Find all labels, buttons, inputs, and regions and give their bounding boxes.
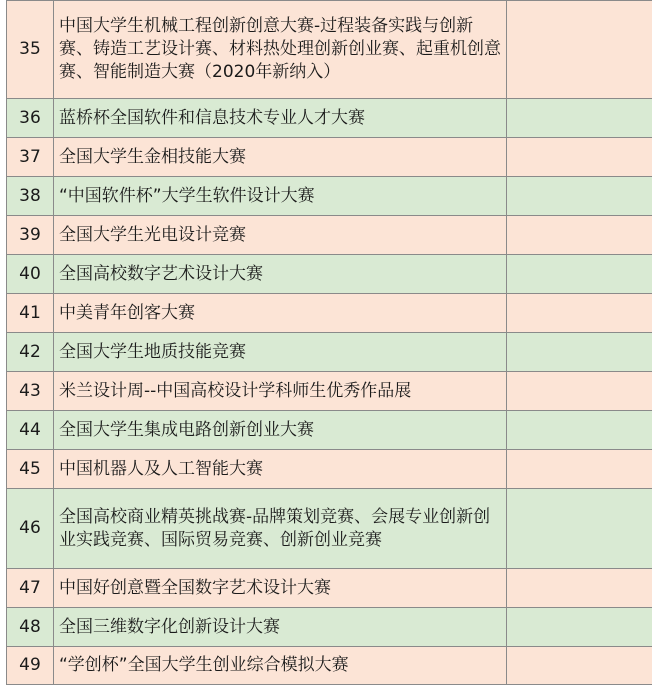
row-number: 36: [7, 99, 54, 138]
competition-table-body: [7, 1, 652, 685]
competition-name: 全国三维数字化创新设计大赛: [54, 608, 507, 647]
competition-name: “中国软件杯”大学生软件设计大赛: [54, 177, 507, 216]
row-number: 44: [7, 411, 54, 450]
table-row: [7, 216, 652, 255]
empty-cell: [507, 294, 652, 333]
competition-table: [6, 0, 652, 685]
row-number: 39: [7, 216, 54, 255]
competition-name: 蓝桥杯全国软件和信息技术专业人才大赛: [54, 99, 507, 138]
empty-cell: [507, 569, 652, 608]
table-row: [7, 450, 652, 489]
competition-name: 中美青年创客大赛: [54, 294, 507, 333]
table-row: [7, 647, 652, 685]
table-row: [7, 372, 652, 411]
competition-name: 米兰设计周--中国高校设计学科师生优秀作品展: [54, 372, 507, 411]
row-number: 49: [7, 647, 54, 685]
competition-name: 中国好创意暨全国数字艺术设计大赛: [54, 569, 507, 608]
row-number: 35: [7, 1, 54, 99]
empty-cell: [507, 99, 652, 138]
competition-name: 全国大学生金相技能大赛: [54, 138, 507, 177]
table-row: [7, 489, 652, 569]
table-row: [7, 569, 652, 608]
competition-name: 中国大学生机械工程创新创意大赛-过程装备实践与创新赛、铸造工艺设计赛、材料热处理创新创业赛、起重机创意赛、智能制造大赛（2020年新纳入）: [54, 1, 507, 99]
table-row: [7, 608, 652, 647]
table-row: [7, 1, 652, 99]
empty-cell: [507, 138, 652, 177]
table-row: [7, 294, 652, 333]
empty-cell: [507, 216, 652, 255]
table-row: [7, 333, 652, 372]
empty-cell: [507, 1, 652, 99]
row-number: 47: [7, 569, 54, 608]
row-number: 37: [7, 138, 54, 177]
competition-name: “学创杯”全国大学生创业综合模拟大赛: [54, 647, 507, 685]
empty-cell: [507, 647, 652, 685]
competition-name: 中国机器人及人工智能大赛: [54, 450, 507, 489]
empty-cell: [507, 372, 652, 411]
empty-cell: [507, 608, 652, 647]
empty-cell: [507, 333, 652, 372]
competition-name: 全国大学生地质技能竞赛: [54, 333, 507, 372]
competition-name: 全国高校数字艺术设计大赛: [54, 255, 507, 294]
row-number: 46: [7, 489, 54, 569]
empty-cell: [507, 489, 652, 569]
row-number: 45: [7, 450, 54, 489]
competition-name: 全国大学生集成电路创新创业大赛: [54, 411, 507, 450]
table-row: [7, 411, 652, 450]
row-number: 48: [7, 608, 54, 647]
empty-cell: [507, 255, 652, 294]
table-row: [7, 99, 652, 138]
table-row: [7, 177, 652, 216]
competition-name: 全国高校商业精英挑战赛-品牌策划竞赛、会展专业创新创业实践竞赛、国际贸易竞赛、创新创业竞赛: [54, 489, 507, 569]
row-number: 41: [7, 294, 54, 333]
empty-cell: [507, 450, 652, 489]
row-number: 38: [7, 177, 54, 216]
row-number: 40: [7, 255, 54, 294]
row-number: 42: [7, 333, 54, 372]
empty-cell: [507, 411, 652, 450]
table-row: [7, 255, 652, 294]
table-row: [7, 138, 652, 177]
row-number: 43: [7, 372, 54, 411]
competition-name: 全国大学生光电设计竞赛: [54, 216, 507, 255]
empty-cell: [507, 177, 652, 216]
